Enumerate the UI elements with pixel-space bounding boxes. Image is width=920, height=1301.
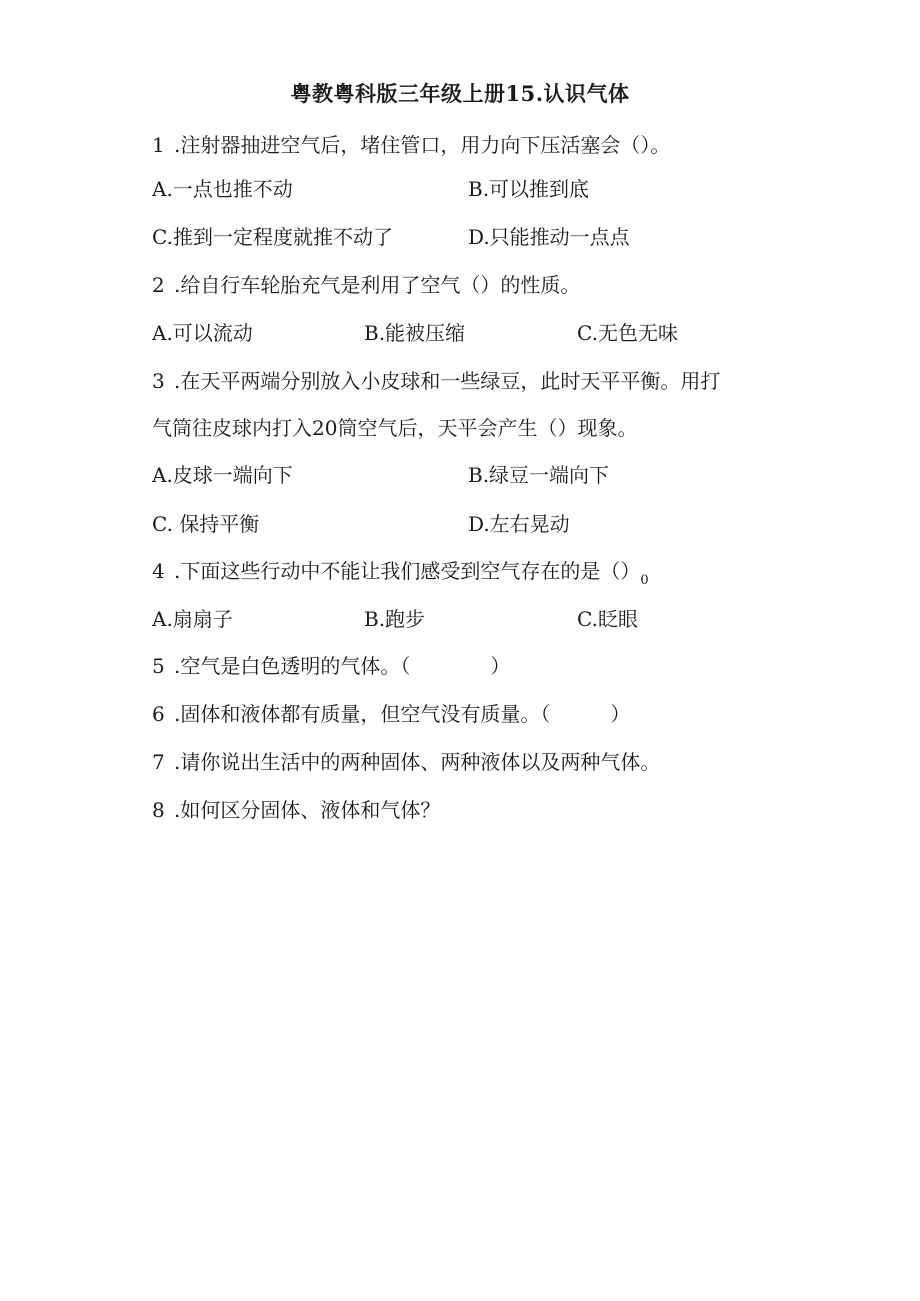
q1-option-c: C.推到一定程度就推不动了 xyxy=(152,225,393,249)
question-text: .下面这些行动中不能让我们感受到空气存在的是（） xyxy=(174,559,641,583)
question-2 xyxy=(152,271,580,299)
question-7 xyxy=(152,748,660,776)
page-title: 粤教粤科版三年级上册15.认识气体 xyxy=(290,81,630,106)
question-3-continued: 气筒往皮球内打入20筒空气后，天平会产生（）现象。 xyxy=(152,416,638,440)
q1-option-d: D.只能推动一点点 xyxy=(468,225,630,249)
question-text: .在天平两端分别放入小皮球和一些绿豆，此时天平平衡。用打 xyxy=(174,369,721,393)
q3-option-c: C. 保持平衡 xyxy=(152,512,260,536)
q4-option-a: A.扇扇子 xyxy=(152,607,233,631)
q2-option-a: A.可以流动 xyxy=(152,321,253,345)
q3-option-d: D.左右晃动 xyxy=(468,512,570,536)
question-8 xyxy=(152,796,440,824)
question-4 xyxy=(152,557,649,595)
question-subscript: 0 xyxy=(640,573,649,588)
q4-option-b: B.跑步 xyxy=(364,607,426,631)
question-text: .空气是白色透明的气体。（ ） xyxy=(174,654,511,678)
q2-option-c: C.无色无味 xyxy=(577,321,678,345)
q1-option-b: B.可以推到底 xyxy=(468,177,590,201)
question-6 xyxy=(152,700,630,728)
question-number: 7 xyxy=(152,750,165,774)
q4-option-c: C.眨眼 xyxy=(577,607,638,631)
question-text: .请你说出生活中的两种固体、两种液体以及两种气体。 xyxy=(174,750,661,774)
question-number: 4 xyxy=(152,559,165,583)
question-number: 8 xyxy=(152,798,165,822)
q1-option-a: A.一点也推不动 xyxy=(152,177,293,201)
question-1 xyxy=(152,131,670,159)
question-number: 5 xyxy=(152,654,165,678)
question-number: 3 xyxy=(152,369,165,393)
q3-option-a: A.皮球一端向下 xyxy=(152,463,293,487)
question-number: 6 xyxy=(152,702,165,726)
q3-option-b: B.绿豆一端向下 xyxy=(468,463,610,487)
question-5 xyxy=(152,652,510,680)
question-text: .如何区分固体、液体和气体？ xyxy=(174,798,441,822)
question-number: 2 xyxy=(152,273,165,297)
q2-option-b: B.能被压缩 xyxy=(364,321,466,345)
question-text: .给自行车轮胎充气是利用了空气（）的性质。 xyxy=(174,273,581,297)
question-3 xyxy=(152,367,720,395)
question-number: 1 xyxy=(152,133,165,157)
question-text: .注射器抽进空气后，堵住管口，用力向下压活塞会（）。 xyxy=(174,133,671,157)
question-text: .固体和液体都有质量，但空气没有质量。（ ） xyxy=(174,702,631,726)
